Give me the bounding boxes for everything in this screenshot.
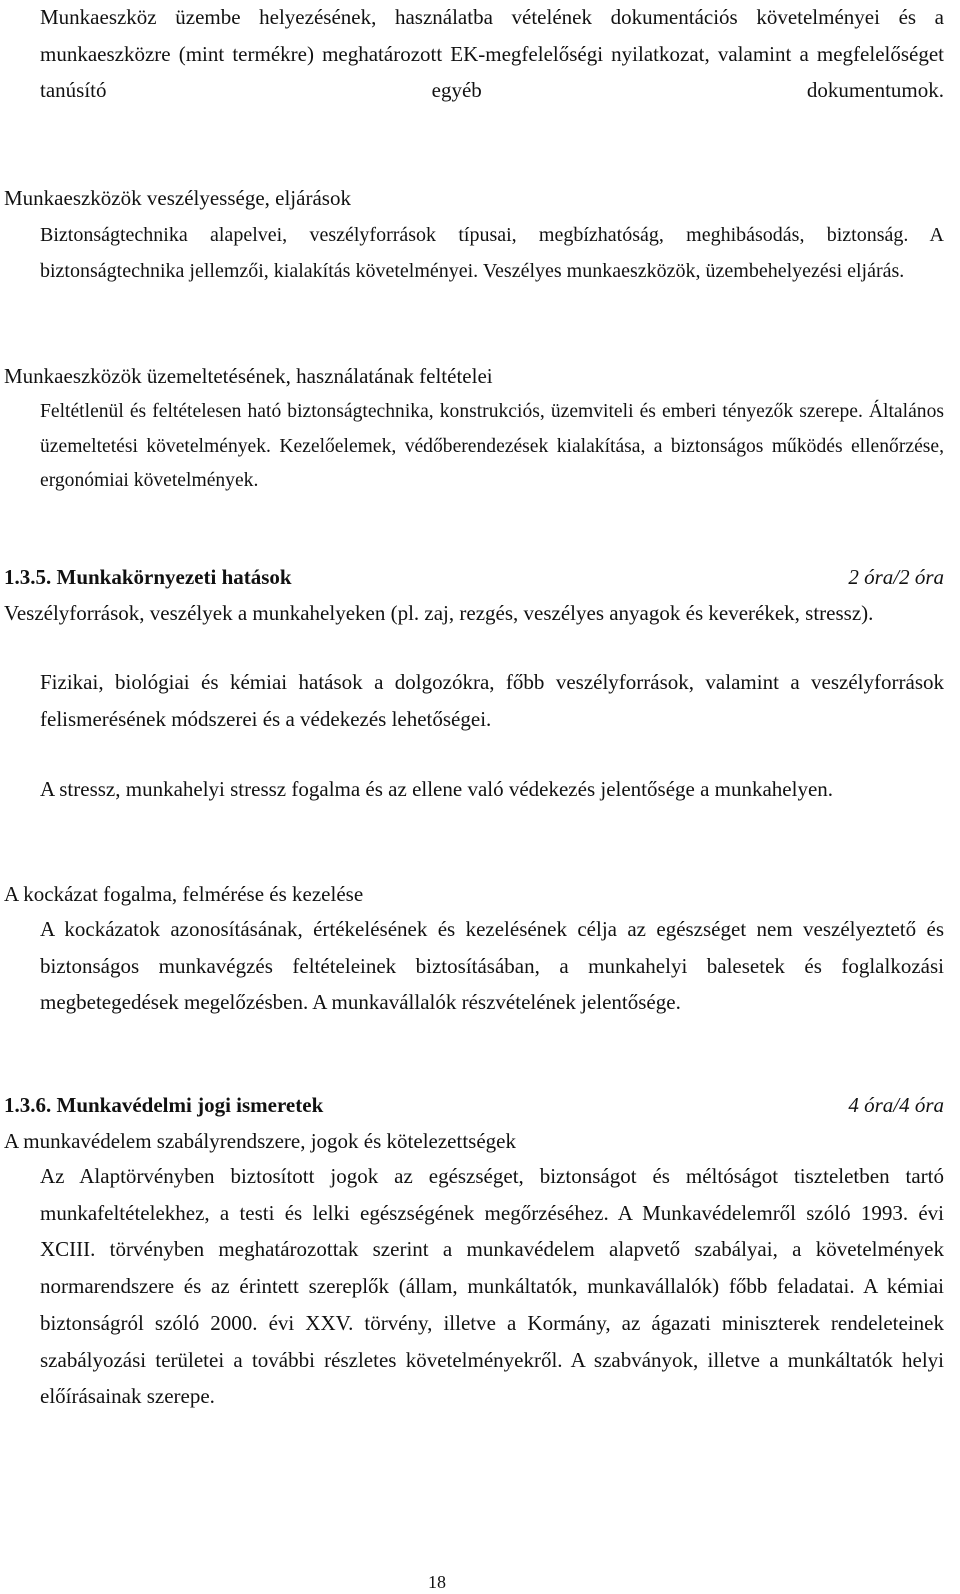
intro-paragraph: Munkaeszköz üzembe helyezésének, használatba vételének dokumentációs követelményei és a munkaeszközre (mint termékre) meghatározott EK-megfelelőségi nyilatkozat, valamint a megfelelőséget tanúsító egyéb dokumentumok.: [40, 5, 944, 103]
risk-body: A kockázatok azonosításának, értékelésének és kezelésének célja az egészséget nem veszélyeztető és biztonságos munkavégzés feltételeinek biztosításában, a munkahelyi balesetek és foglalkozási megbetegedések megelőzésben. A munkavállalók részvételének jelentősége.: [40, 917, 944, 1015]
section-135-title: Munkakörnyezeti hatások: [56, 565, 292, 589]
section-136-number: 1.3.6.: [4, 1093, 52, 1117]
risk-heading: A kockázat fogalma, felmérése és kezelése: [4, 882, 364, 906]
hazards-heading: Munkaeszközök veszélyessége, eljárások: [4, 186, 351, 210]
operation-heading: Munkaeszközök üzemeltetésének, használatának feltételei: [4, 364, 493, 388]
section-135-hours: 2 óra/2 óra: [848, 565, 944, 589]
section-136-body: Az Alaptörvényben biztosított jogok az egészséget, biztonságot és méltóságot tiszteletben tartó munkafeltételekhez, a testi és lelki egészségének megőrzéséhez. A Munkavédelemről szóló 1993. évi XCIII. törvényben meghatározottak szerint a munkavédelem alapvető szabályai, a követelmények normarendszere és az érintett szereplők (állam, munkáltatók, munkavállalók) főbb feladatai. A kémiai biztonságról szóló 2000. évi XXV. törvény, illetve a Kormány, az ágazati miniszterek rendeleteinek szabályozási területei a további részletes követelményekről. A szabványok, illetve a munkáltatók helyi előírásainak szerepe.: [40, 1164, 944, 1409]
section-135-paragraph-2: A stressz, munkahelyi stressz fogalma és az ellene való védekezés jelentősége a munkahelyen.: [40, 777, 834, 801]
section-135-paragraph-1: Fizikai, biológiai és kémiai hatások a dolgozókra, főbb veszélyforrások, valamint a veszélyforrások felismerésének módszerei és a védekezés lehetőségei.: [40, 670, 944, 731]
section-136-title: Munkavédelmi jogi ismeretek: [56, 1093, 324, 1117]
section-135-intro: Veszélyforrások, veszélyek a munkahelyeken (pl. zaj, rezgés, veszélyes anyagok és keverékek, stressz).: [4, 601, 874, 625]
hazards-body: Biztonságtechnika alapelvei, veszélyforrások típusai, megbízhatóság, meghibásodás, biztonság. A biztonságtechnika jellemzői, kialakítás követelményei. Veszélyes munkaeszközök, üzembehelyezési eljárás.: [40, 224, 944, 282]
section-136-heading: A munkavédelem szabályrendszere, jogok és kötelezettségek: [4, 1129, 516, 1153]
operation-body: Feltétlenül és feltételesen ható biztonságtechnika, konstrukciós, üzemviteli és emberi tényezők szerepe. Általános üzemeltetési követelmények. Kezelőelemek, védőberendezések kialakítása, a biztonságos működés ellenőrzése, ergonómiai követelmények.: [40, 401, 944, 492]
section-135-number: 1.3.5.: [4, 565, 52, 589]
section-136-header: [4, 1087, 944, 1123]
section-135-header: [4, 559, 944, 595]
section-136-hours: 4 óra/4 óra: [848, 1093, 944, 1117]
page-number: 18: [428, 1572, 446, 1592]
